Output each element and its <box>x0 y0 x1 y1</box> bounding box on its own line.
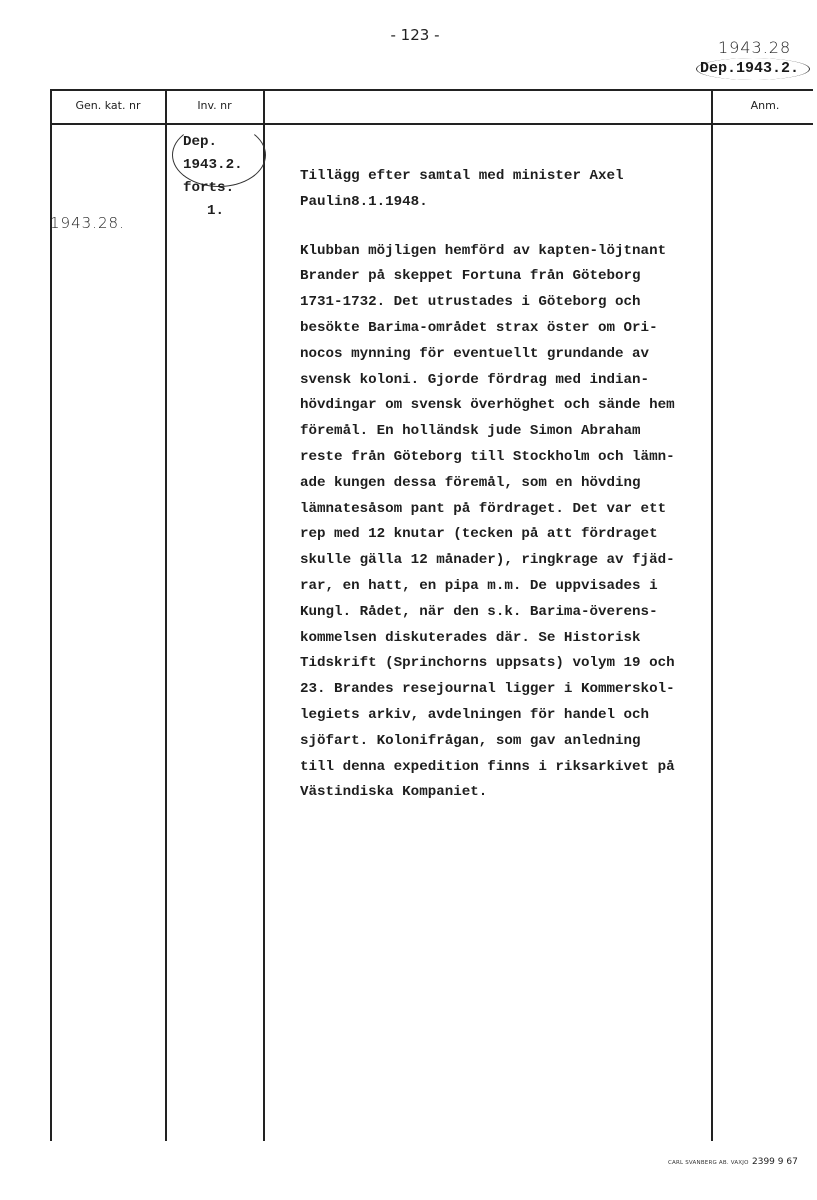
body-line: till denna expedition finns i riksarkivet på <box>300 758 675 775</box>
handwritten-catalog-number: 1943.28 <box>718 38 792 57</box>
intro-line: Paulin8.1.1948. <box>300 193 428 210</box>
body-line: Klubban möjligen hemförd av kapten-löjtnant <box>300 242 667 259</box>
body-line: kommelsen diskuterades där. Se Historisk <box>300 629 641 646</box>
body-line: 23. Brandes resejournal ligger i Kommerskol- <box>300 681 675 698</box>
body-line: Tidskrift (Sprinchorns uppsats) volym 19 och <box>300 655 675 672</box>
header-anm: Anm. <box>750 99 780 112</box>
body-line: ade kungen dessa föremål, som en hövding <box>300 474 641 491</box>
page-number: - 123 - <box>390 26 440 44</box>
inv-nr-line: Dep. <box>183 134 218 150</box>
inv-nr-block <box>183 131 243 223</box>
header-inv-nr: Inv. nr <box>197 99 232 112</box>
body-line: besökte Barima-området strax öster om Ori- <box>300 319 658 336</box>
body-line: reste från Göteborg till Stockholm och lämn- <box>300 448 675 465</box>
deposit-reference: Dep.1943.2. <box>700 60 800 77</box>
column-divider-left <box>50 89 52 1141</box>
printer-imprint-code: 2399 9 67 <box>752 1157 798 1167</box>
body-line: sjöfart. Kolonifrågan, som gav anledning <box>300 732 641 749</box>
printer-imprint-name: CARL SVANBERG AB. VAXJO <box>668 1160 749 1166</box>
body-line: nocos mynning för eventuellt grundande av <box>300 345 650 362</box>
inv-nr-line: forts. <box>183 180 235 196</box>
body-line: Kungl. Rådet, när den s.k. Barima-överens- <box>300 603 658 620</box>
column-divider-inv-desc <box>263 89 265 1141</box>
gen-kat-nr-value: 1943.28. <box>50 214 125 232</box>
body-line: rar, en hatt, en pipa m.m. De uppvisades i <box>300 577 658 594</box>
inv-nr-line: 1. <box>207 203 225 219</box>
body-line: föremål. En holländsk jude Simon Abraham <box>300 423 641 440</box>
body-line: legiets arkiv, avdelningen för handel och <box>300 706 650 723</box>
body-line: svensk koloni. Gjorde fördrag med indian- <box>300 371 650 388</box>
inv-nr-line: 1943.2. <box>183 157 243 173</box>
body-line: 1731-1732. Det utrustades i Göteborg och <box>300 294 641 311</box>
body-line: lämnatesåsom pant på fördraget. Det var ett <box>300 500 667 517</box>
description-text <box>300 164 730 806</box>
intro-line: Tillägg efter samtal med minister Axel <box>300 168 624 184</box>
body-line: skulle gälla 12 månader), ringkrage av fjäd- <box>300 552 675 569</box>
body-line: Västindiska Kompaniet. <box>300 784 488 801</box>
header-gen-kat-nr: Gen. kat. nr <box>75 99 141 112</box>
body-line: Brander på skeppet Fortuna från Göteborg <box>300 268 641 285</box>
body-line: rep med 12 knutar (tecken på att fördraget <box>300 526 658 543</box>
body-line: hövdingar om svensk överhöghet och sände hem <box>300 397 675 414</box>
column-divider-gen-inv <box>165 89 167 1141</box>
